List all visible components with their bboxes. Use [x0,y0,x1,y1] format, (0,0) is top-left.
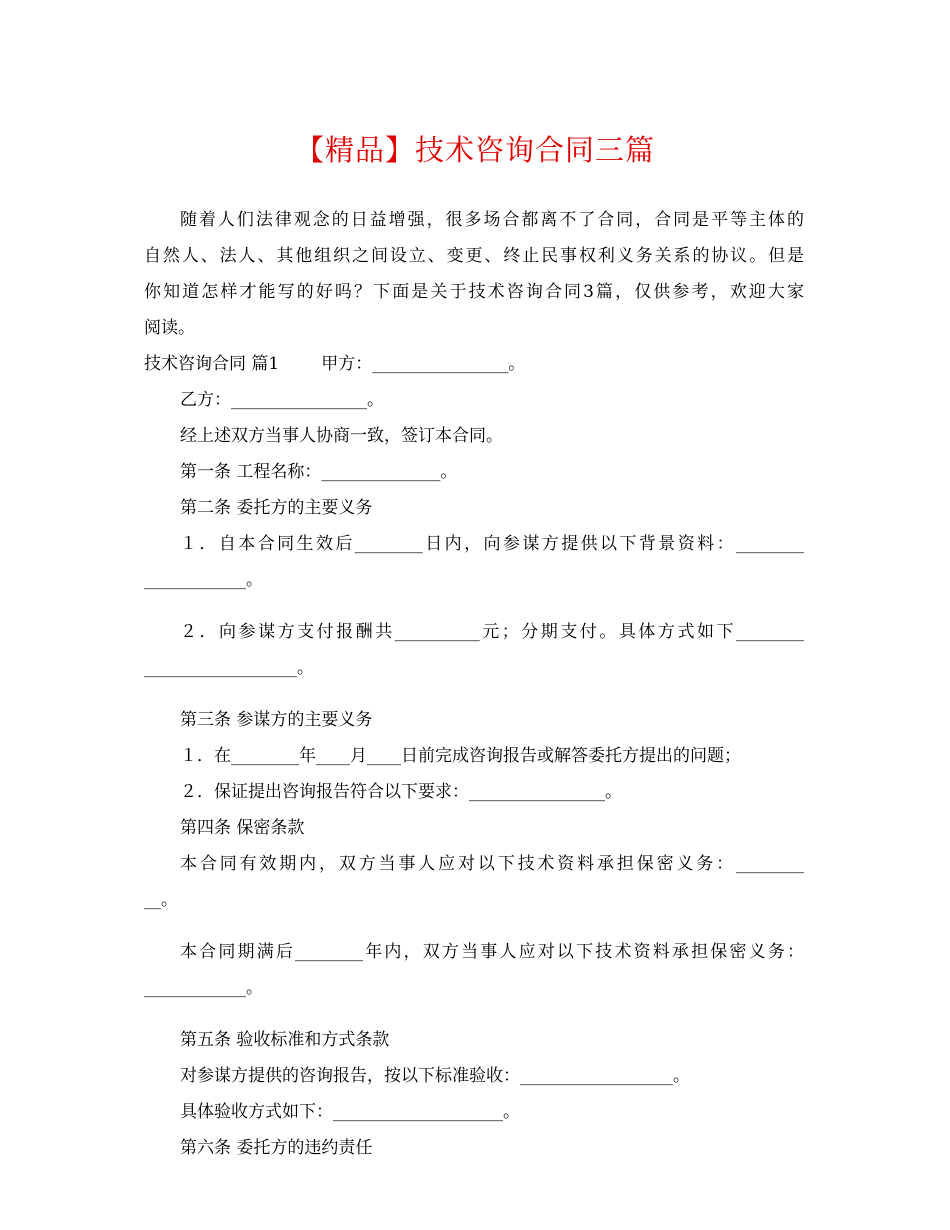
article-4-paragraph-2-cont: ____________。 [144,978,263,998]
article-5-paragraph-1: 对参谋方提供的咨询报告，按以下标准验收：__________________。 [180,1066,690,1086]
intro-line-2: 自然人、法人、其他组织之间设立、变更、终止民事权利义务关系的协议。但是 [144,246,804,266]
article-3-item-2: ２．保证提出咨询报告符合以下要求：________________。 [180,782,622,802]
section-heading: 技术咨询合同 篇1 [144,354,280,374]
intro-line-1: 随着人们法律观念的日益增强，很多场合都离不了合同，合同是平等主体的 [180,210,804,230]
article-5-paragraph-2: 具体验收方式如下：____________________。 [180,1102,520,1122]
article-2-item-1: １．自本合同生效后________日内，向参谋方提供以下背景资料：________ [180,534,804,554]
article-4-paragraph-2: 本合同期满后________年内，双方当事人应对以下技术资料承担保密义务： [180,942,804,962]
agreement-text: 经上述双方当事人协商一致，签订本合同。 [180,426,503,446]
article-5-title: 第五条 验收标准和方式条款 [180,1030,390,1050]
article-4-paragraph-1-cont: __。 [144,890,178,910]
article-2-item-2-cont: __________________。 [144,658,314,678]
intro-line-3: 你知道怎样才能写的好吗？下面是关于技术咨询合同3篇，仅供参考，欢迎大家 [144,282,804,302]
article-2-title: 第二条 委托方的主要义务 [180,498,373,518]
document-body [144,202,804,1166]
article-2-item-1-cont: ____________。 [144,570,263,590]
article-2-item-2: ２．向参谋方支付报酬共__________元；分期支付。具体方式如下________ [180,622,804,642]
article-1: 第一条 工程名称：______________。 [180,462,458,482]
party-a-field: 甲方：________________。 [321,354,526,374]
article-3-item-1: １．在________年____月____日前完成咨询报告或解答委托方提出的问题； [180,746,741,766]
intro-line-4: 阅读。 [144,318,195,338]
document-title: 【精品】技术咨询合同三篇 [294,133,655,167]
article-4-paragraph-1: 本合同有效期内，双方当事人应对以下技术资料承担保密义务：________ [180,854,804,874]
article-3-title: 第三条 参谋方的主要义务 [180,710,373,730]
party-b-field: 乙方：________________。 [180,390,384,410]
article-6-title: 第六条 委托方的违约责任 [180,1138,373,1158]
contract-heading-row [144,346,804,382]
article-4-title: 第四条 保密条款 [180,818,305,838]
